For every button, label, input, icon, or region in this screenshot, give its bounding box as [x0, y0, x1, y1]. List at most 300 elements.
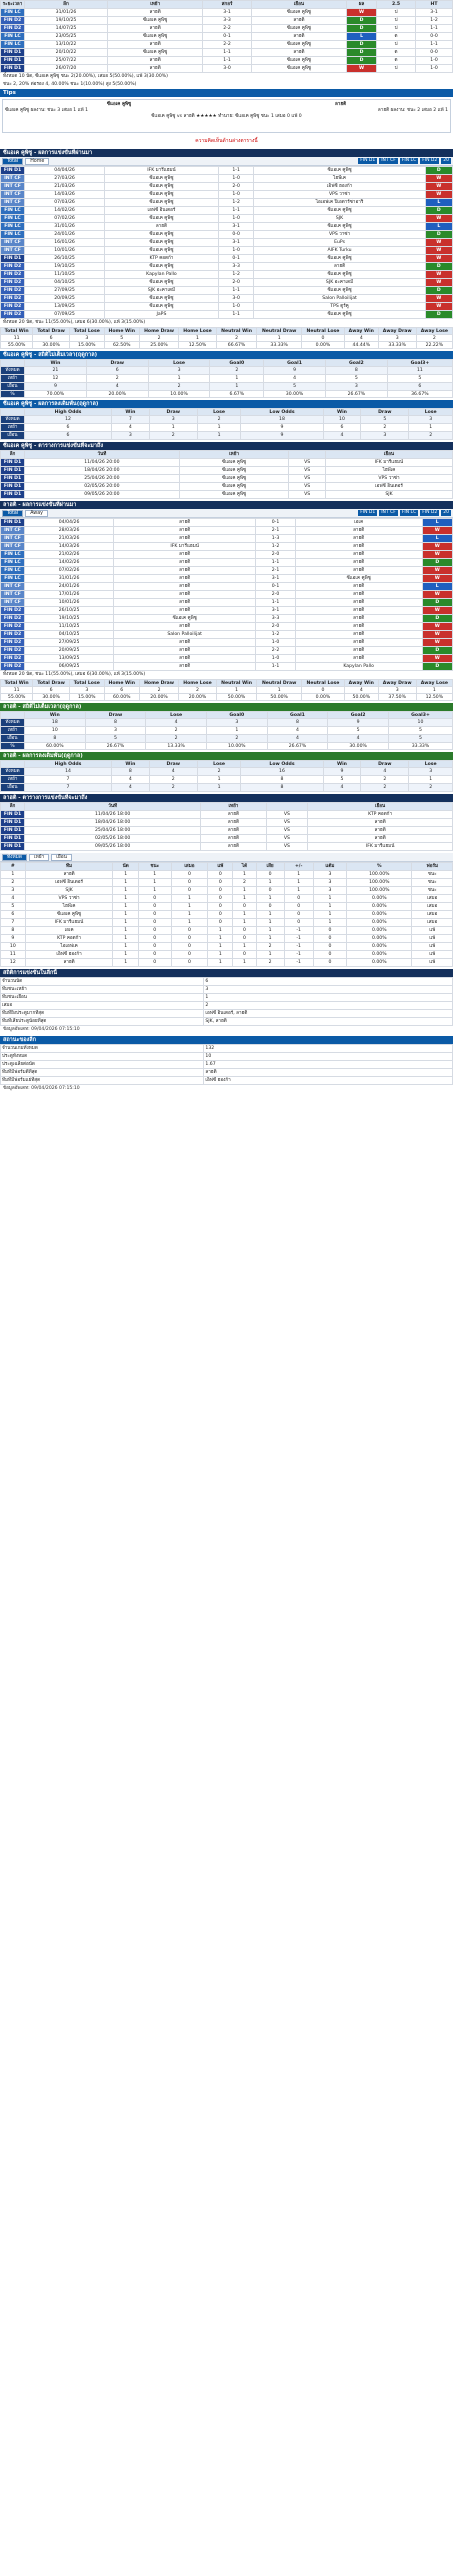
column-header: ฟอร์ม — [412, 863, 453, 871]
column-header: Goal3+ — [388, 712, 452, 719]
table-row[interactable] — [1, 271, 453, 279]
table-cell: 0 — [138, 927, 171, 935]
table-row[interactable] — [1, 843, 453, 851]
league-status-title: สถานะของลีก — [0, 1036, 453, 1044]
table-row — [1, 986, 453, 994]
table-cell: 1 — [206, 727, 267, 735]
table-row[interactable] — [1, 559, 453, 567]
table-row[interactable] — [1, 295, 453, 303]
league-filters — [358, 510, 451, 516]
home-odds-title: ซีแอเค คูพิซู - ผลการลงเดิมพัน(ฤดูกาล) — [0, 400, 453, 408]
table-row[interactable] — [1, 17, 453, 25]
table-row[interactable] — [1, 279, 453, 287]
column-header: Draw — [149, 409, 197, 416]
table-cell: ซีแอเค คูพิซู — [251, 57, 346, 65]
table-cell: 1 — [233, 895, 256, 903]
table-cell: ซีแอเค คูพิซู — [107, 17, 202, 25]
table-cell: W — [425, 175, 452, 183]
column-header: Away Win — [344, 328, 378, 335]
table-row[interactable] — [1, 25, 453, 33]
column-header: Total Draw — [33, 680, 70, 687]
comments-link[interactable]: ความคิดเห็นด้านล่างตารางนี้ — [195, 138, 258, 144]
column-header: เหย้า — [201, 803, 266, 811]
table-cell: ต — [376, 49, 415, 57]
table-cell: 2 — [1, 879, 26, 887]
table-row[interactable] — [1, 727, 453, 735]
tips-away-form: ลาฮติ ผลงาน: ชนะ 2 เสมอ 2 แพ้ 1 — [377, 108, 448, 113]
stat-value: 6 — [204, 978, 453, 986]
table-cell: 11 — [1, 951, 26, 959]
table-cell: 8 — [85, 719, 146, 727]
table-cell: 5 — [323, 776, 361, 784]
table-row[interactable] — [1, 9, 453, 17]
away-results-table — [0, 518, 453, 671]
table-row[interactable] — [1, 591, 453, 599]
table-cell: แพ้ — [412, 935, 453, 943]
table-cell: 31/01/26 — [25, 9, 108, 17]
column-header: Neutral Draw — [257, 680, 302, 687]
table-row[interactable] — [1, 311, 453, 319]
standings-tab[interactable]: เหย้า — [29, 854, 49, 861]
table-cell: 1 — [113, 951, 138, 959]
table-cell: 0 — [313, 943, 346, 951]
table-row[interactable] — [1, 895, 453, 903]
table-row[interactable] — [1, 647, 453, 655]
column-header: Neutral Draw — [257, 328, 302, 335]
table-cell: VPS วาซ่า — [254, 191, 425, 199]
table-cell: VPS วาซ่า — [25, 895, 113, 903]
table-cell: 0 — [171, 871, 208, 879]
table-cell: 0 — [171, 951, 208, 959]
column-header: # — [1, 863, 26, 871]
standings-tab[interactable]: ทั้งหมด — [2, 854, 27, 861]
table-row[interactable] — [1, 383, 453, 391]
table-cell: D — [347, 49, 377, 57]
table-cell: ทั้งหมด — [1, 768, 25, 776]
league-filter-checkbox[interactable]: FIN D1 — [360, 158, 376, 163]
table-cell: 0 — [256, 903, 284, 911]
table-cell: W — [425, 295, 452, 303]
table-row[interactable] — [1, 424, 453, 432]
column-header: % — [347, 863, 412, 871]
table-cell: 21 — [25, 367, 87, 375]
table-row[interactable] — [1, 607, 453, 615]
table-cell: 5 — [361, 416, 409, 424]
stat-value: SJK, ลาฮติ — [204, 1018, 453, 1026]
table-cell: W — [422, 575, 452, 583]
table-cell: L — [347, 33, 377, 41]
table-cell: ต — [376, 57, 415, 65]
table-cell: 10 — [388, 719, 452, 727]
column-header — [1, 761, 25, 768]
table-row[interactable] — [1, 49, 453, 57]
stat-percent: 30.00% — [33, 342, 70, 349]
table-row[interactable] — [1, 375, 453, 383]
table-row[interactable] — [1, 811, 453, 819]
column-header: ได้ — [233, 863, 256, 871]
table-cell: 1-0 — [218, 303, 254, 311]
table-cell: Salon Palloilijat — [254, 295, 425, 303]
table-cell: ลาฮติ — [254, 263, 425, 271]
table-cell: FIN D2 — [1, 623, 25, 631]
table-row[interactable] — [1, 631, 453, 639]
table-row[interactable] — [1, 191, 453, 199]
table-cell: 26/10/25 — [25, 255, 105, 263]
table-cell: 1 — [256, 951, 284, 959]
tab-total[interactable]: Total — [2, 510, 23, 517]
table-row[interactable] — [1, 835, 453, 843]
table-row[interactable] — [1, 483, 453, 491]
table-cell: FIN D2 — [1, 655, 25, 663]
table-row[interactable] — [1, 911, 453, 919]
table-cell: 13.33% — [146, 743, 207, 750]
table-cell: 33.33% — [388, 743, 452, 750]
table-cell: ลาฮติ — [295, 535, 422, 543]
table-cell: 1 — [256, 895, 284, 903]
table-cell: FIN D1 — [1, 57, 25, 65]
table-row[interactable] — [1, 41, 453, 49]
table-cell: 9 — [323, 768, 361, 776]
table-cell: ไฮพีเค — [325, 467, 452, 475]
table-row[interactable] — [1, 416, 453, 424]
table-cell: 9 — [328, 719, 389, 727]
table-cell: 1-0 — [256, 639, 296, 647]
table-cell: 2 — [256, 943, 284, 951]
stat-value: 2 — [216, 335, 257, 342]
table-row[interactable] — [1, 519, 453, 527]
table-cell: D — [425, 311, 452, 319]
table-row[interactable] — [1, 959, 453, 967]
table-cell: 0 — [313, 935, 346, 943]
table-cell: 3 — [313, 879, 346, 887]
table-row[interactable] — [1, 927, 453, 935]
table-cell: 1 — [171, 895, 208, 903]
table-cell: D — [347, 25, 377, 33]
table-row[interactable] — [1, 583, 453, 591]
table-cell: FIN D2 — [1, 25, 25, 33]
table-cell: IFK มารีแฮมน์ — [105, 167, 219, 175]
league-filter-checkbox[interactable]: FIN LC — [401, 158, 417, 163]
stat-value: 4 — [344, 687, 378, 694]
table-cell: -1 — [284, 935, 313, 943]
table-cell: 07/02/26 — [25, 215, 105, 223]
column-header: Home Win — [104, 328, 139, 335]
table-cell: 1 — [284, 871, 313, 879]
table-cell: ทั้งหมด — [1, 719, 25, 727]
table-cell: W — [425, 279, 452, 287]
standings-tab[interactable]: เยือน — [51, 854, 72, 861]
table-cell: 6 — [25, 424, 112, 432]
table-row[interactable] — [1, 551, 453, 559]
table-cell: 2-2 — [203, 25, 251, 33]
table-cell: 4 — [267, 735, 328, 743]
stat-label: ทีมที่มีฟอร์มแย่ที่สุด — [1, 1077, 204, 1085]
table-cell: 100.00% — [347, 879, 412, 887]
table-row[interactable] — [1, 827, 453, 835]
table-cell: 1 — [1, 871, 26, 879]
table-row[interactable] — [1, 231, 453, 239]
column-header — [266, 803, 308, 811]
tab-home[interactable]: Home — [25, 158, 49, 165]
tab-total[interactable]: Total — [2, 158, 23, 165]
table-row[interactable] — [1, 475, 453, 483]
column-header: ชนะ — [138, 863, 171, 871]
table-row[interactable] — [1, 567, 453, 575]
table-cell: 26.67% — [325, 391, 387, 398]
table-row[interactable] — [1, 527, 453, 535]
league-filter-checkbox[interactable]: INT CF — [381, 158, 396, 163]
table-cell: 7 — [112, 416, 150, 424]
table-cell: INT CF — [1, 247, 25, 255]
table-row[interactable] — [1, 639, 453, 647]
table-cell: 1 — [113, 895, 138, 903]
table-cell: 8 — [241, 784, 323, 792]
league-filter-checkbox[interactable]: FIN D2 — [422, 510, 438, 515]
table-cell: ลาฮติ — [295, 551, 422, 559]
table-cell: 14/02/26 — [25, 559, 114, 567]
column-header: Lose — [197, 409, 241, 416]
table-cell: 0-1 — [256, 583, 296, 591]
table-cell: 9 — [241, 424, 323, 432]
table-cell: 1-3 — [256, 535, 296, 543]
table-row[interactable] — [1, 223, 453, 231]
table-row — [1, 1069, 453, 1077]
table-cell: ลาฮติ — [114, 551, 256, 559]
table-row[interactable] — [1, 183, 453, 191]
table-row[interactable] — [1, 303, 453, 311]
table-row[interactable] — [1, 467, 453, 475]
table-row[interactable] — [1, 919, 453, 927]
table-cell: 02/05/26 20:00 — [25, 483, 180, 491]
table-cell: FIN LC — [1, 33, 25, 41]
tips-home-team: ซีแอเค คูพิซู — [106, 102, 132, 107]
table-cell: W — [347, 9, 377, 17]
table-cell: 25/04/26 18:00 — [25, 827, 201, 835]
league-filters — [358, 158, 451, 164]
table-cell: 6 — [86, 367, 148, 375]
table-row[interactable] — [1, 935, 453, 943]
table-cell: % — [1, 743, 25, 750]
table-cell: FIN D2 — [1, 311, 25, 319]
stat-value: 2 — [416, 335, 452, 342]
table-row[interactable] — [1, 663, 453, 671]
table-row[interactable] — [1, 719, 453, 727]
table-row[interactable] — [1, 247, 453, 255]
table-row[interactable] — [1, 263, 453, 271]
table-cell: ซีแอเค คูพิซู — [179, 491, 289, 499]
table-cell: VS — [289, 467, 326, 475]
column-header: เหย้า — [107, 1, 202, 9]
table-row[interactable] — [1, 535, 453, 543]
table-row[interactable] — [1, 239, 453, 247]
table-row[interactable] — [1, 391, 453, 398]
table-cell: เยือน — [1, 383, 25, 391]
table-cell: ลาฮติ — [295, 591, 422, 599]
table-cell: D — [425, 287, 452, 295]
table-row[interactable] — [1, 33, 453, 41]
table-cell: 5 — [388, 735, 452, 743]
table-cell: ลาฮติ — [251, 17, 346, 25]
stat-percent: 66.67% — [216, 342, 257, 349]
table-row[interactable] — [1, 367, 453, 375]
table-cell: ป — [376, 17, 415, 25]
stat-percent: 60.00% — [104, 694, 139, 701]
table-row[interactable] — [1, 887, 453, 895]
table-cell: W — [425, 255, 452, 263]
stat-value: 11 — [1, 687, 33, 694]
table-cell: 5 — [325, 375, 387, 383]
table-row[interactable] — [1, 199, 453, 207]
column-header: ระยะเวลา — [1, 1, 25, 9]
h2h-summary-odds: ชนะ 2, 20% ต่อรอง 4, 40.00% ชนะ 1(10.00%) สูง 5(50.00%) — [3, 82, 137, 87]
table-cell: 1 — [233, 871, 256, 879]
stat-percent: 50.00% — [257, 694, 302, 701]
table-cell: 0.00% — [347, 935, 412, 943]
table-cell: ซีแอเค คูพิซู — [105, 231, 219, 239]
table-row[interactable] — [1, 819, 453, 827]
table-header — [1, 1, 453, 9]
away-next-table — [0, 802, 453, 851]
stat-value: 5 — [104, 335, 139, 342]
table-cell: 1-1 — [203, 57, 251, 65]
table-cell: KTP คอตก้า — [105, 255, 219, 263]
table-row[interactable] — [1, 543, 453, 551]
table-cell: INT CF — [1, 191, 25, 199]
table-cell: 2-0 — [218, 183, 254, 191]
table-cell: 1 — [210, 375, 264, 383]
table-cell: VS — [266, 819, 308, 827]
table-cell: W — [425, 183, 452, 191]
table-cell: 1 — [197, 784, 241, 792]
column-header: Home Win — [104, 680, 139, 687]
column-header: Neutral Win — [216, 680, 257, 687]
table-cell: D — [347, 17, 377, 25]
table-cell: FIN LC — [1, 559, 25, 567]
table-cell: 0 — [313, 927, 346, 935]
table-cell: 21/03/26 — [25, 535, 114, 543]
table-row[interactable] — [1, 943, 453, 951]
stat-percent: 30.00% — [33, 694, 70, 701]
table-row[interactable] — [1, 207, 453, 215]
stat-value: 11 — [1, 335, 33, 342]
table-cell: 0.00% — [347, 903, 412, 911]
table-cell: 14/02/26 — [25, 207, 105, 215]
table-cell: ลาฮติ — [114, 559, 256, 567]
table-row[interactable] — [1, 879, 453, 887]
match-count-select[interactable]: 20 — [443, 510, 449, 515]
table-row[interactable] — [1, 951, 453, 959]
table-row[interactable] — [1, 871, 453, 879]
table-row[interactable] — [1, 655, 453, 663]
table-cell: 0.00% — [347, 919, 412, 927]
table-cell: L — [422, 519, 452, 527]
table-cell: 0.00% — [347, 927, 412, 935]
table-row[interactable] — [1, 743, 453, 750]
table-cell: 2-2 — [203, 41, 251, 49]
table-row[interactable] — [1, 287, 453, 295]
column-header: HT — [416, 1, 453, 9]
table-row[interactable] — [1, 175, 453, 183]
table-cell: 36.67% — [387, 391, 452, 398]
table-cell: W — [422, 543, 452, 551]
table-row[interactable] — [1, 432, 453, 440]
column-header: แต้ม — [313, 863, 346, 871]
table-cell: SJK — [25, 887, 113, 895]
table-cell: 10 — [25, 727, 86, 735]
table-cell: 24/01/26 — [25, 583, 114, 591]
table-row[interactable] — [1, 215, 453, 223]
table-cell: 5 — [85, 735, 146, 743]
table-cell: % — [1, 391, 25, 398]
table-row[interactable] — [1, 768, 453, 776]
table-cell: FIN D1 — [1, 255, 25, 263]
table-row[interactable] — [1, 57, 453, 65]
table-cell: ลาฮติ — [114, 527, 256, 535]
match-count-select[interactable]: 20 — [443, 158, 449, 163]
league-filter-checkbox[interactable]: FIN D2 — [422, 158, 438, 163]
table-cell: FIN D1 — [1, 835, 25, 843]
stat-value: 2 — [204, 1002, 453, 1010]
table-cell: 10/01/26 — [25, 599, 114, 607]
table-row[interactable] — [1, 491, 453, 499]
table-cell: 2 — [256, 959, 284, 967]
column-header: High Odds — [25, 409, 112, 416]
table-cell: 31/01/26 — [25, 575, 114, 583]
stat-percent: 50.00% — [216, 694, 257, 701]
table-cell: EuPs — [254, 239, 425, 247]
tab-away[interactable]: Away — [25, 510, 48, 517]
table-cell: 1 — [197, 432, 241, 440]
table-row[interactable] — [1, 784, 453, 792]
table-row[interactable] — [1, 903, 453, 911]
table-cell: 1-1 — [256, 559, 296, 567]
table-cell: 0 — [313, 951, 346, 959]
stat-label: ทีมชนะเหย้า — [1, 986, 204, 994]
table-row[interactable] — [1, 776, 453, 784]
table-row[interactable] — [1, 65, 453, 73]
table-row[interactable] — [1, 615, 453, 623]
table-cell: 2 — [361, 784, 409, 792]
stat-value: 2 — [179, 687, 217, 694]
table-cell: ลาฮติ — [295, 639, 422, 647]
stat-value: 0 — [302, 335, 345, 342]
table-cell: FIN D1 — [1, 459, 25, 467]
table-cell: 1 — [233, 911, 256, 919]
table-row[interactable] — [1, 599, 453, 607]
table-cell: ซีแอเค คูพิซู — [254, 255, 425, 263]
table-cell: KTP คอตก้า — [25, 935, 113, 943]
league-filter-checkbox[interactable]: INT CF — [381, 510, 396, 515]
table-row[interactable] — [1, 167, 453, 175]
table-row[interactable] — [1, 459, 453, 467]
table-cell: ซีแอเค คูพิซู — [105, 191, 219, 199]
table-cell: VS — [289, 459, 326, 467]
table-cell: ลาฮติ — [308, 819, 453, 827]
table-row[interactable] — [1, 255, 453, 263]
column-header: เสีย — [256, 863, 284, 871]
table-row[interactable] — [1, 735, 453, 743]
table-cell: 1 — [409, 424, 453, 432]
table-row[interactable] — [1, 623, 453, 631]
league-filter-checkbox[interactable]: FIN LC — [401, 510, 417, 515]
table-cell: 3 — [1, 887, 26, 895]
away-next-title: ลาฮติ - ตารางการแข่งขันที่จะมาถึง — [0, 794, 453, 802]
table-cell: 1 — [284, 887, 313, 895]
league-filter-checkbox[interactable]: FIN D1 — [360, 510, 376, 515]
table-cell: 2 — [210, 367, 264, 375]
table-row[interactable] — [1, 575, 453, 583]
table-cell: Kapylan Pallo — [295, 663, 422, 671]
